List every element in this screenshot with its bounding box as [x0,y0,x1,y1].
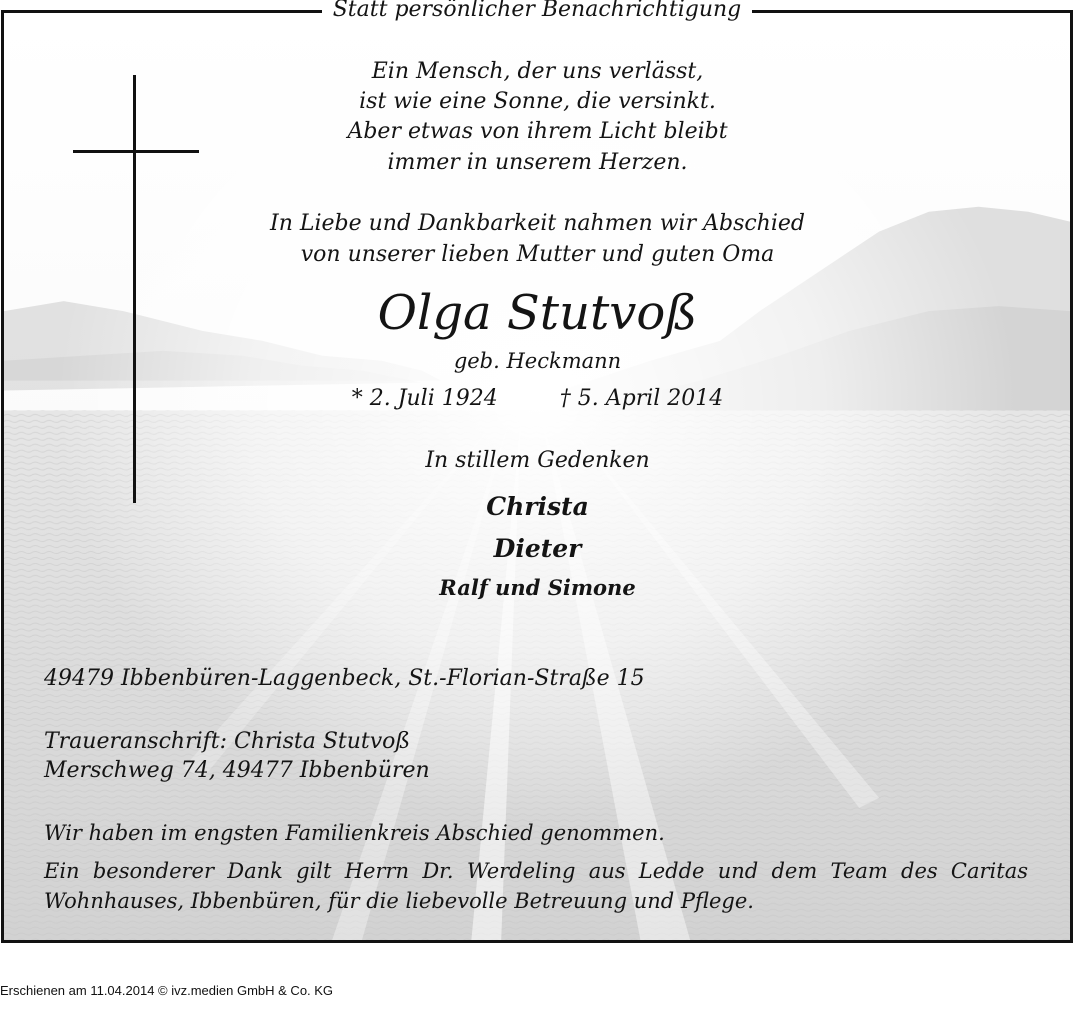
thanks-line: Ein besonderer Dank gilt Herrn Dr. Werdeling aus Ledde und dem Team des Caritas [44,859,1028,883]
poem-line: ist wie eine Sonne, die versinkt. [359,89,716,114]
deceased-name: Olga Stutvoß [377,285,698,341]
birth-name: geb. Heckmann [453,349,622,373]
mourning-address-line: Merschweg 74, 49477 Ibbenbüren [44,758,430,783]
intro-line: In Liebe und Dankbarkeit nahmen wir Abschied [270,211,805,236]
mourner-name: Ralf und Simone [439,575,636,600]
mourning-address-line: Traueranschrift: Christa Stutvoß [44,729,411,754]
publication-footer: Erschienen am 11.04.2014 © ivz.medien GmbH & Co. KG [0,983,334,998]
mourner-name: Christa [486,492,589,521]
poem-line: immer in unserem Herzen. [387,150,688,175]
home-address: 49479 Ibbenbüren-Laggenbeck, St.-Florian-Straße 15 [44,666,645,691]
mourner-name: Dieter [493,534,582,563]
death-date: † 5. April 2014 [559,386,724,411]
birth-date: * 2. Juli 1924 [351,386,498,411]
funeral-note: Wir haben im engsten Familienkreis Abschied genommen. [44,821,665,845]
life-dates [0,384,1075,414]
thanks-line: Wohnhauses, Ibbenbüren, für die liebevolle Betreuung und Pflege. [44,889,754,913]
poem-line: Aber etwas von ihrem Licht bleibt [347,119,728,144]
mourners-intro: In stillem Gedenken [425,448,650,473]
header-title: Statt persönlicher Benachrichtigung [322,0,752,24]
intro-line: von unserer lieben Mutter und guten Oma [300,242,775,267]
poem-line: Ein Mensch, der uns verlässt, [371,59,704,84]
